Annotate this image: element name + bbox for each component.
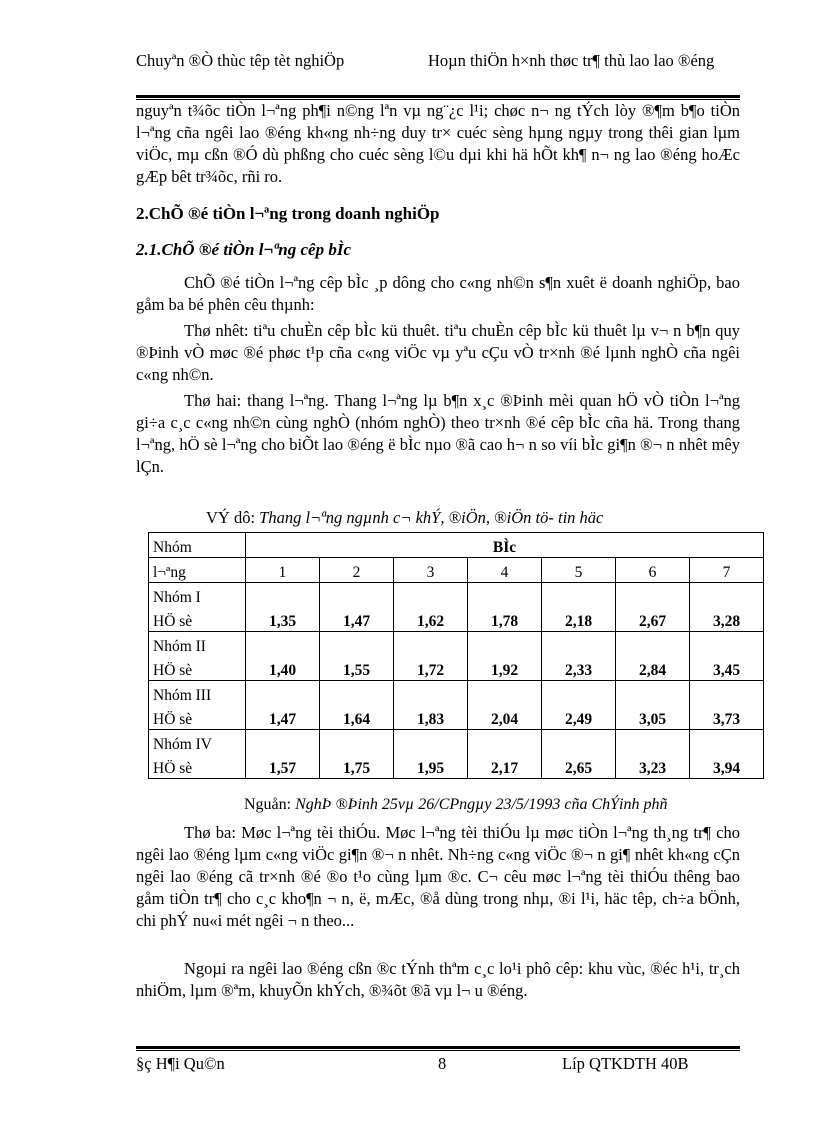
paragraph-second: Thø hai: thang l¬ªng. Thang l¬ªng lµ b¶n x¸c ®Þinh mèi quan hÖ vÒ tiÒn l¬ªng gi÷a c¸c c«ng nh©n cùng nghÒ (nhóm nghÒ) theo tr×nh ®é cêp bÌc cña hä. Trong thang l¬ªng, hÖ sè l¬ªng cho biÕt lao ®éng ë bÌc nµo ®ã cao h¬ n so víi bÌc gi¶n ®¬ n nhêt mêy lÇn. (136, 391, 740, 476)
table-cell: 3,73 (690, 681, 764, 730)
table-column-header: 7 (690, 558, 764, 583)
table-row-group (149, 730, 764, 755)
table-column-header: 4 (468, 558, 542, 583)
table-row-group (149, 632, 764, 657)
header-doc-type: Chuyªn ®Ò thùc têp tèt nghiÖp (136, 51, 345, 70)
table-column-header: 1 (246, 558, 320, 583)
paragraph-allowances: Ngoµi ra ngêi lao ®éng cßn ®c tÝnh thªm c¸c lo¹i phô cêp: khu vùc, ®éc h¹i, tr¸ch nhiÖm, lµm ®ªm, khuyÕn khÝch, ®¾õt ®ã vµ l¬ u ®éng. (136, 959, 740, 1000)
table-cell: 1,72 (394, 632, 468, 681)
table-corner-bottom: l¬ªng (149, 558, 246, 583)
table-cell: 2,67 (616, 583, 690, 632)
table-cell: 3,94 (690, 730, 764, 779)
header-doc-title: Hoµn thiÖn h×nh thøc tr¶ thù lao lao ®éng (428, 51, 715, 70)
table-row-label: HÖ sè (149, 656, 246, 681)
table-cell: 2,18 (542, 583, 616, 632)
table-cell: 2,04 (468, 681, 542, 730)
footer-author: §ç H¶i Qu©n (136, 1054, 225, 1073)
table-column-header: 3 (394, 558, 468, 583)
table-row-group (149, 681, 764, 706)
table-row-label: HÖ sè (149, 705, 246, 730)
table-group-label: Nhóm III (149, 681, 246, 706)
paragraph-overview: ChÕ ®é tiÒn l¬ªng cêp bÌc ¸p dông cho c«ng nh©n s¶n xuêt ë doanh nghiÖp, bao gåm ba bé phên cêu thµnh: (136, 273, 740, 314)
table-cell: 3,28 (690, 583, 764, 632)
table-group-header: BÌc (246, 533, 764, 558)
table-header-row (149, 533, 764, 558)
table-cell: 1,55 (320, 632, 394, 681)
subsection-heading: 2.1.ChÕ ®é tiÒn l¬ªng cêp bÌc (136, 240, 351, 259)
table-group-label: Nhóm I (149, 583, 246, 608)
section-heading: 2.ChÕ ®é tiÒn l¬ªng trong doanh nghiÖp (136, 204, 440, 223)
page-number: 8 (438, 1054, 447, 1073)
table-source (244, 796, 667, 814)
table-cell: 2,33 (542, 632, 616, 681)
table-cell: 3,45 (690, 632, 764, 681)
table-caption-lead: VÝ dô: (206, 508, 260, 527)
table-group-label: Nhóm IV (149, 730, 246, 755)
table-row-group (149, 583, 764, 608)
table-cell: 2,49 (542, 681, 616, 730)
table-cell: 1,47 (246, 681, 320, 730)
paragraph-first: Thø nhêt: tiªu chuÈn cêp bÌc kü thuêt. tiªu chuÈn cêp bÌc kü thuêt lµ v¬ n b¶n quy ®Þinh vÒ møc ®é phøc t¹p cña c«ng viÖc vµ yªu cÇu vÒ tr×nh ®é lµnh nghÒ cña ngêi c«ng nh©n. (136, 321, 740, 384)
table-caption (206, 508, 603, 528)
paragraph-third: Thø ba: Møc l¬ªng tèi thiÓu. Møc l¬ªng tèi thiÓu lµ møc tiÒn l¬ªng th¸ng tr¶ cho ngêi lao ®éng lµm c«ng viÖc gi¶n ®¬ n nhêt. Nh÷ng c«ng viÖc ®¬ n gi¶ nhêt kh«ng cÇn ngêi lao ®éng cã tr×nh ®é ®o t¹o cùng lµm ®c. C¬ cêu møc l¬ªng tèi thiÓu thêng bao gåm tiÒn tr¶ cho c¸c kho¶n ¬ n, ë, mÆc, ®å dùng trong nhµ, ®i l¹i, häc têp, ch÷a bÖnh, chi phÝ nu«i mét ngêi ¬ n theo... (136, 823, 740, 930)
table-row-label: HÖ sè (149, 754, 246, 779)
wage-scale-table (148, 532, 764, 779)
footer-class: Líp QTKDTH 40B (562, 1054, 689, 1073)
footer-divider (136, 1046, 740, 1051)
table-cell: 2,17 (468, 730, 542, 779)
table-cell: 3,23 (616, 730, 690, 779)
table-cell: 3,05 (616, 681, 690, 730)
table-cell: 2,84 (616, 632, 690, 681)
table-source-lead: Nguån: (244, 796, 296, 813)
table-cell: 1,83 (394, 681, 468, 730)
table-source-text: NghÞ ®Þinh 25vµ 26/CPngµy 23/5/1993 cña ChÝinh phñ (295, 796, 668, 813)
table-cell: 1,35 (246, 583, 320, 632)
table-corner-top: Nhóm (149, 533, 246, 558)
table-column-header: 2 (320, 558, 394, 583)
paragraph-intro: nguyªn t¾õc tiÒn l¬ªng ph¶i n©ng lªn vµ ng¨¿c l¹i; chøc n¬ ng tÝch lòy ®¶m b¶o tiÒn l¬ªng cña ngêi lao ®éng kh«ng nh÷ng duy tr× cuéc sèng hµng ngµy trong thêi gian lµm viÖc, mµ cßn ®Ó dù phßng cho cuéc sèng l©u dµi khi hä hÕt kh¶ n¬ ng lao ®éng hoÆc gÆp bêt tr¾õc, rñi ro. (136, 101, 740, 186)
table-cell: 1,78 (468, 583, 542, 632)
table-cell: 1,95 (394, 730, 468, 779)
table-cell: 1,57 (246, 730, 320, 779)
table-column-row (149, 558, 764, 583)
table-cell: 1,64 (320, 681, 394, 730)
table-cell: 1,47 (320, 583, 394, 632)
table-group-label: Nhóm II (149, 632, 246, 657)
table-row-label: HÖ sè (149, 607, 246, 632)
table-caption-title: Thang l¬ªng ngµnh c¬ khÝ, ®iÖn, ®iÖn tö- tin häc (259, 508, 604, 527)
table-cell: 1,92 (468, 632, 542, 681)
table-cell: 1,75 (320, 730, 394, 779)
table-cell: 1,62 (394, 583, 468, 632)
table-column-header: 6 (616, 558, 690, 583)
table-cell: 2,65 (542, 730, 616, 779)
table-cell: 1,40 (246, 632, 320, 681)
table-column-header: 5 (542, 558, 616, 583)
